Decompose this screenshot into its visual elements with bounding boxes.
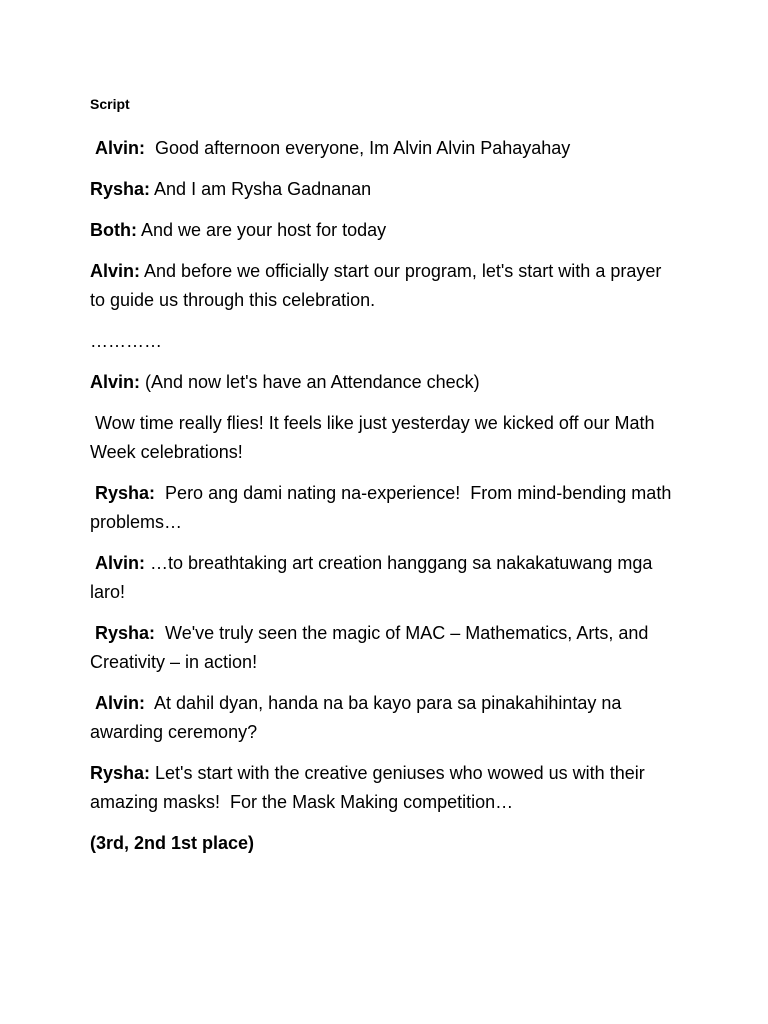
speaker-label: Rysha: <box>90 623 156 643</box>
line-text: Let's start with the creative geniuses who wowed us with their amazing masks! For the Mask Making competition… <box>90 763 650 812</box>
script-line <box>90 216 680 245</box>
script-line <box>90 368 680 397</box>
line-text: ………… <box>90 331 162 351</box>
script-line <box>90 549 680 607</box>
speaker-label: Rysha: <box>90 483 156 503</box>
script-line <box>90 409 680 467</box>
line-text: (And now let's have an Attendance check) <box>140 372 480 392</box>
line-text: And before we officially start our program, let's start with a prayer to guide us through this celebration. <box>90 261 667 310</box>
speaker-label: Alvin: <box>90 553 146 573</box>
speaker-label: Rysha: <box>90 763 151 783</box>
script-line <box>90 759 680 817</box>
script-line <box>90 134 680 163</box>
document-heading: Script <box>90 96 130 112</box>
line-text: Good afternoon everyone, Im Alvin Alvin Pahayahay <box>145 138 571 158</box>
speaker-label: Rysha: <box>90 179 151 199</box>
speaker-label: Alvin: <box>90 261 141 281</box>
script-line <box>90 689 680 747</box>
script-line <box>90 619 680 677</box>
script-line <box>90 327 680 356</box>
line-text: And we are your host for today <box>136 220 387 240</box>
script-line <box>90 257 680 315</box>
script-line <box>90 175 680 204</box>
line-text: Wow time really flies! It feels like just yesterday we kicked off our Math Week celebrations! <box>90 413 660 462</box>
line-text: At dahil dyan, handa na ba kayo para sa pinakahihintay na awarding ceremony? <box>90 693 627 742</box>
script-line <box>90 479 680 537</box>
speaker-label: Alvin: <box>90 693 146 713</box>
closing-line: (3rd, 2nd 1st place) <box>90 833 255 853</box>
line-text: We've truly seen the magic of MAC – Mathematics, Arts, and Creativity – in action! <box>90 623 654 672</box>
line-text: Pero ang dami nating na-experience! From mind-bending math problems… <box>90 483 677 532</box>
speaker-label: Both: <box>90 220 137 240</box>
line-text: And I am Rysha Gadnanan <box>150 179 372 199</box>
speaker-label: Alvin: <box>90 372 141 392</box>
speaker-label: Alvin: <box>90 138 146 158</box>
document-page <box>90 94 680 870</box>
line-text: …to breathtaking art creation hanggang sa nakakatuwang mga laro! <box>90 553 658 602</box>
